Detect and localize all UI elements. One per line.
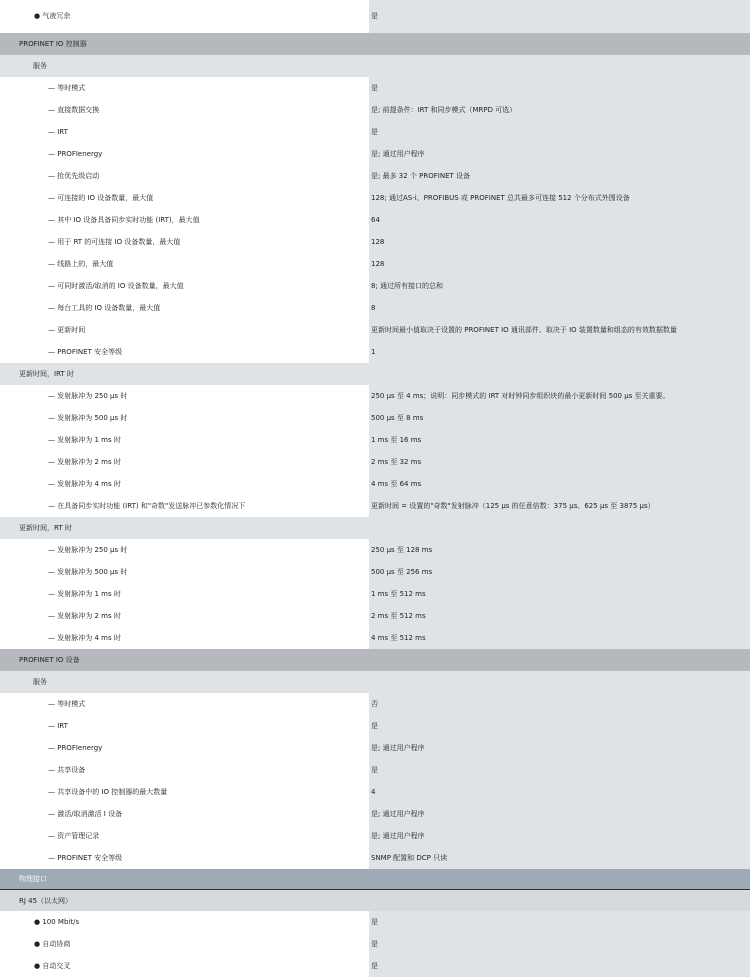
section-header-label: 更新时间，RT 时 <box>0 517 750 539</box>
spec-row <box>0 781 750 803</box>
section-header-label: PROFINET IO 设备 <box>0 649 750 671</box>
spec-row <box>0 319 750 341</box>
spec-value: 是 <box>369 911 750 933</box>
spec-row <box>0 99 750 121</box>
section-header <box>0 671 750 693</box>
spec-row <box>0 693 750 715</box>
spec-value: 是 <box>369 933 750 955</box>
spec-value: 是 <box>369 715 750 737</box>
spec-row <box>0 429 750 451</box>
spec-value: 是; 通过用户程序 <box>369 803 750 825</box>
spec-value: 128 <box>369 253 750 275</box>
spec-row <box>0 385 750 407</box>
section-header <box>0 649 750 671</box>
spec-row <box>0 561 750 583</box>
spec-label: — 用于 RT 的可连接 IO 设备数量，最大值 <box>0 231 369 253</box>
spec-row <box>0 737 750 759</box>
spec-value: 是 <box>369 77 750 99</box>
spec-label: ● 100 Mbit/s <box>0 911 369 933</box>
spec-label: — 其中 IO 设备具备同步实时功能 (IRT)，最大值 <box>0 209 369 231</box>
section-header-label: RJ 45（以太网） <box>0 889 750 911</box>
spec-value: 4 <box>369 781 750 803</box>
spec-value: 更新时间最小值取决于设置的 PROFINET IO 通讯部件、取决于 IO 装置数量和组态的有效数据数量 <box>369 319 750 341</box>
spec-label: — PROFIenergy <box>0 737 369 759</box>
spec-value: 是; 最多 32 个 PROFINET 设备 <box>369 165 750 187</box>
spec-label: ● 自动交叉 <box>0 955 369 977</box>
spec-value: 是; 通过用户程序 <box>369 825 750 847</box>
spec-value: 8; 通过所有接口的总和 <box>369 275 750 297</box>
spec-label: — 可同时激活/取消的 IO 设备数量，最大值 <box>0 275 369 297</box>
spec-value: 1 <box>369 341 750 363</box>
spec-label: — 发射脉冲为 1 ms 时 <box>0 583 369 605</box>
spec-row <box>0 407 750 429</box>
spec-label: — 发射脉冲为 250 µs 时 <box>0 539 369 561</box>
spec-value: 否 <box>369 693 750 715</box>
spec-label: — 等时模式 <box>0 77 369 99</box>
section-header <box>0 869 750 889</box>
spec-row <box>0 911 750 933</box>
spec-label: — 等时模式 <box>0 693 369 715</box>
spec-value: 4 ms 至 512 ms <box>369 627 750 649</box>
spec-label: — PROFINET 安全等级 <box>0 847 369 869</box>
section-header <box>0 889 750 911</box>
spec-label: — 可连接的 IO 设备数量，最大值 <box>0 187 369 209</box>
spec-label: — 发射脉冲为 500 µs 时 <box>0 561 369 583</box>
spec-row <box>0 759 750 781</box>
spec-value: 1 ms 至 512 ms <box>369 583 750 605</box>
spec-value: 2 ms 至 512 ms <box>369 605 750 627</box>
spec-row <box>0 583 750 605</box>
spec-row <box>0 955 750 977</box>
spec-label: — 每台工具的 IO 设备数量，最大值 <box>0 297 369 319</box>
spec-value: 是; 通过用户程序 <box>369 737 750 759</box>
spec-label: — IRT <box>0 121 369 143</box>
spec-value: 500 µs 至 8 ms <box>369 407 750 429</box>
spec-row <box>0 933 750 955</box>
spec-row <box>0 297 750 319</box>
section-header-label: 物理接口 <box>0 869 750 889</box>
spec-row <box>0 473 750 495</box>
spec-label: — 共享设备 <box>0 759 369 781</box>
spec-row <box>0 825 750 847</box>
spec-row <box>0 495 750 517</box>
spec-row <box>0 121 750 143</box>
section-header-label: 更新时间，IRT 时 <box>0 363 750 385</box>
spec-label: — 发射脉冲为 250 µs 时 <box>0 385 369 407</box>
spec-row <box>0 209 750 231</box>
section-header <box>0 55 750 77</box>
section-header <box>0 363 750 385</box>
spec-value: 是 <box>369 955 750 977</box>
spec-row <box>0 605 750 627</box>
spec-row <box>0 165 750 187</box>
section-header <box>0 33 750 55</box>
spec-value: 是 <box>369 0 750 33</box>
spec-row <box>0 231 750 253</box>
spec-label: — 发射脉冲为 500 µs 时 <box>0 407 369 429</box>
spec-row <box>0 77 750 99</box>
section-header-label: 服务 <box>0 55 750 77</box>
spec-label: — 激活/取消激活 I 设备 <box>0 803 369 825</box>
spec-row <box>0 451 750 473</box>
spec-row <box>0 847 750 869</box>
spec-value: 128; 通过AS-i、PROFIBUS 或 PROFINET 总共最多可连接 512 个分布式外围设备 <box>369 187 750 209</box>
spec-label: ● 自动协商 <box>0 933 369 955</box>
spec-value: 4 ms 至 64 ms <box>369 473 750 495</box>
spec-value: 250 µs 至 4 ms；说明：同步模式的 IRT 对时钟同步组织块的最小更新时间 500 µs 至关重要。 <box>369 385 750 407</box>
spec-value: 是; 前提条件：IRT 和同步模式（MRPD 可选） <box>369 99 750 121</box>
spec-value: 是 <box>369 759 750 781</box>
spec-row <box>0 275 750 297</box>
spec-value: 1 ms 至 16 ms <box>369 429 750 451</box>
spec-label: — PROFIenergy <box>0 143 369 165</box>
spec-label: — IRT <box>0 715 369 737</box>
spec-row <box>0 187 750 209</box>
section-header-label: PROFINET IO 控制器 <box>0 33 750 55</box>
spec-row <box>0 341 750 363</box>
spec-value: 128 <box>369 231 750 253</box>
section-header <box>0 517 750 539</box>
spec-value: 250 µs 至 128 ms <box>369 539 750 561</box>
section-header-label: 服务 <box>0 671 750 693</box>
spec-value: 8 <box>369 297 750 319</box>
spec-row <box>0 0 750 33</box>
spec-label: — 抢优先级启动 <box>0 165 369 187</box>
spec-row <box>0 803 750 825</box>
spec-value: 2 ms 至 32 ms <box>369 451 750 473</box>
spec-label: — 发射脉冲为 2 ms 时 <box>0 605 369 627</box>
spec-row <box>0 627 750 649</box>
spec-label: — 发射脉冲为 1 ms 时 <box>0 429 369 451</box>
spec-label: — 共享设备中的 IO 控制器的最大数量 <box>0 781 369 803</box>
spec-label: — 发射脉冲为 4 ms 时 <box>0 627 369 649</box>
spec-row <box>0 715 750 737</box>
spec-label: — 发射脉冲为 2 ms 时 <box>0 451 369 473</box>
spec-label: — 资产管理记录 <box>0 825 369 847</box>
spec-label: — 发射脉冲为 4 ms 时 <box>0 473 369 495</box>
spec-label: — 直接数据交换 <box>0 99 369 121</box>
spec-row <box>0 539 750 561</box>
spec-label: — 在具备同步实时功能 (IRT) 和"奇数"发送脉冲已参数化情况下 <box>0 495 369 517</box>
spec-row <box>0 253 750 275</box>
spec-value: 更新时间 = 设置的"奇数"发射脉冲（125 µs 的任意倍数：375 µs、625 µs 至 3875 µs） <box>369 495 750 517</box>
spec-value: 64 <box>369 209 750 231</box>
spec-value: SNMP 配置和 DCP 只读 <box>369 847 750 869</box>
spec-label: ● 气液冗余 <box>0 0 369 33</box>
spec-value: 是 <box>369 121 750 143</box>
spec-value: 500 µs 至 256 ms <box>369 561 750 583</box>
spec-label: — PROFINET 安全等级 <box>0 341 369 363</box>
spec-value: 是; 通过用户程序 <box>369 143 750 165</box>
spec-label: — 更新时间 <box>0 319 369 341</box>
spec-label: — 线路上的，最大值 <box>0 253 369 275</box>
spec-row <box>0 143 750 165</box>
